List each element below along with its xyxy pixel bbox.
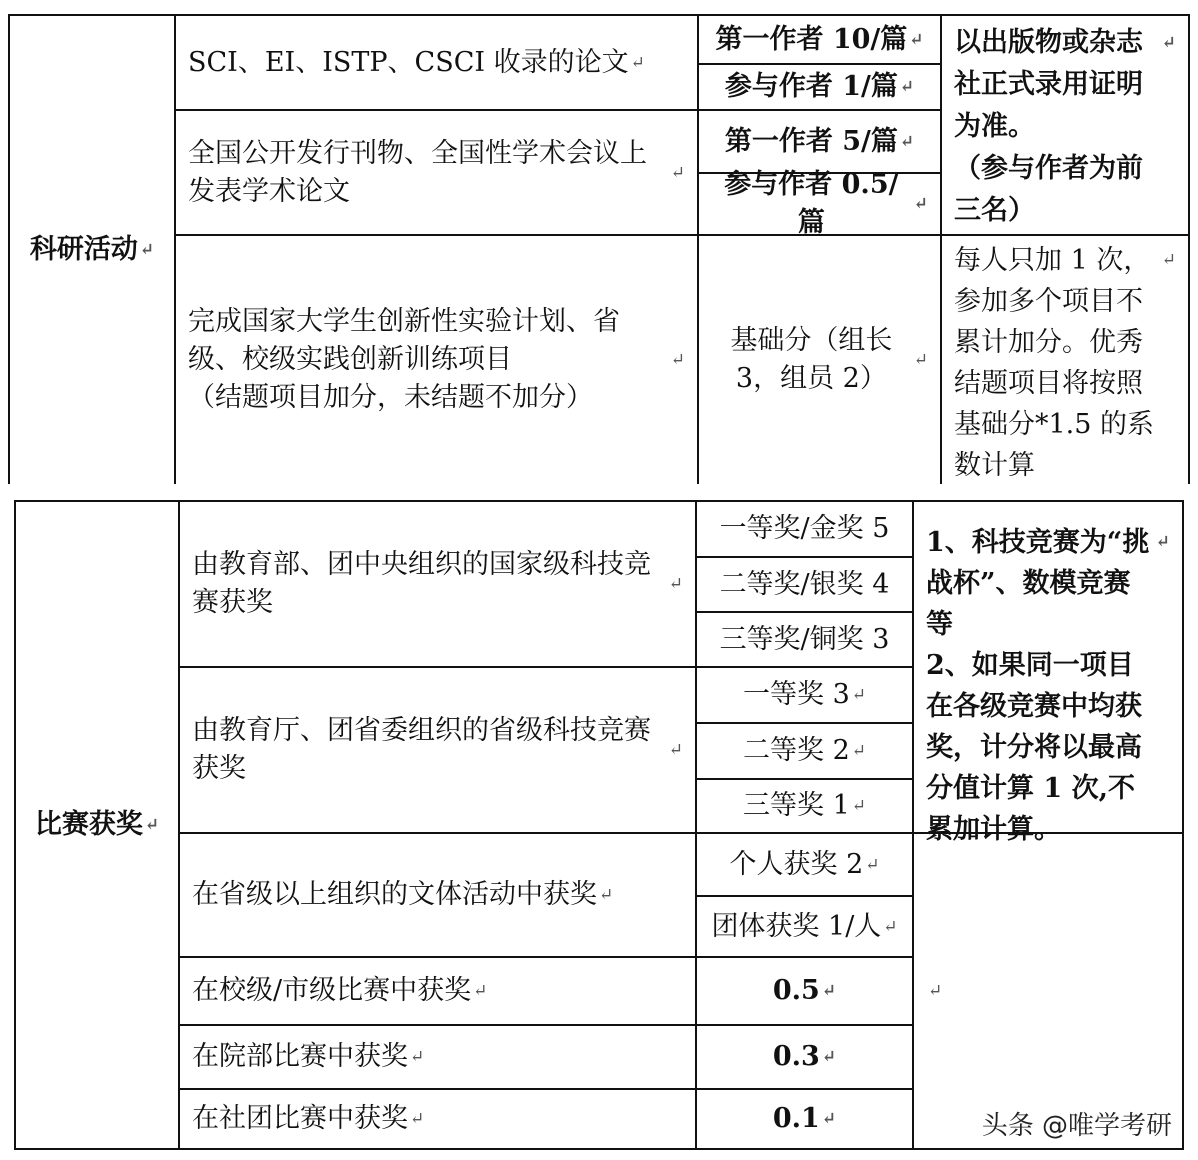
score-department: 0.3 ↵ (772, 1041, 837, 1072)
note-competition-rules: 1、科技竞赛为“挑战杯”、数模竞赛等 2、如果同一项目在各级竞赛中均获奖，计分将以最高分值计算 1 次,不累加计算。 ↵ (926, 527, 1170, 845)
item-innovation-projects: 完成国家大学生创新性实验计划、省级、校级实践创新训练项目 （结题项目加分，未结题不加分） ↵ (188, 306, 685, 413)
note-project-bonus: 每人只加 1 次，参加多个项目不累计加分。优秀结题项目将按照基础分*1.5 的系数计算 ↵ (954, 245, 1176, 481)
score-provincial-third: 三等奖 1 ↵ (742, 790, 866, 821)
score-national-third: 三等奖/铜奖 3 (719, 623, 890, 655)
item-sci-papers: SCI、EI、ISTP、CSCI 收录的论文 ↵ (188, 46, 645, 78)
note-paper-proof: 以出版物或杂志社正式录用证明为准。 （参与作者为前三名） ↵ (954, 27, 1176, 226)
item-school-city: 在校级/市级比赛中获奖 ↵ (192, 975, 488, 1006)
item-national-competition: 由教育部、团中央组织的国家级科技竞赛获奖 ↵ (192, 549, 683, 618)
item-department: 在院部比赛中获奖 ↵ (192, 1041, 425, 1072)
item-club: 在社团比赛中获奖 ↵ (192, 1103, 425, 1134)
score-national-first-author: 第一作者 5/篇 ↵ (724, 125, 915, 157)
score-club: 0.1 ↵ (772, 1103, 837, 1134)
note-empty: ↵ (928, 981, 943, 1001)
score-national-first: 一等奖/金奖 5 (719, 513, 890, 544)
score-national-co-author: 参与作者 0.5/篇 ↵ (724, 169, 928, 238)
score-provincial-second: 二等奖 2 ↵ (742, 735, 866, 766)
score-innovation-base: 基础分（组长 3，组员 2） ↵ (730, 325, 928, 394)
category-competition: 比赛获奖 ↵ (34, 809, 160, 840)
watermark: 头条 @唯学考研 (981, 1111, 1172, 1141)
score-provincial-first: 一等奖 3 ↵ (742, 679, 866, 710)
score-sci-co-author: 参与作者 1/篇 ↵ (724, 71, 915, 102)
category-research: 科研活动 ↵ (29, 234, 155, 265)
item-provincial-competition: 由教育厅、团省委组织的省级科技竞赛获奖 ↵ (192, 715, 683, 784)
score-team-award: 团体获奖 1/人 ↵ (711, 910, 898, 942)
score-individual-award: 个人获奖 2 ↵ (729, 848, 880, 880)
score-school-city: 0.5 ↵ (772, 975, 837, 1006)
score-sci-first-author: 第一作者 10/篇 ↵ (715, 23, 924, 55)
score-national-second: 二等奖/银奖 4 (719, 568, 890, 600)
item-national-papers: 全国公开发行刊物、全国性学术会议上发表学术论文 ↵ (188, 137, 685, 207)
item-cultural-sports: 在省级以上组织的文体活动中获奖 ↵ (192, 879, 614, 910)
